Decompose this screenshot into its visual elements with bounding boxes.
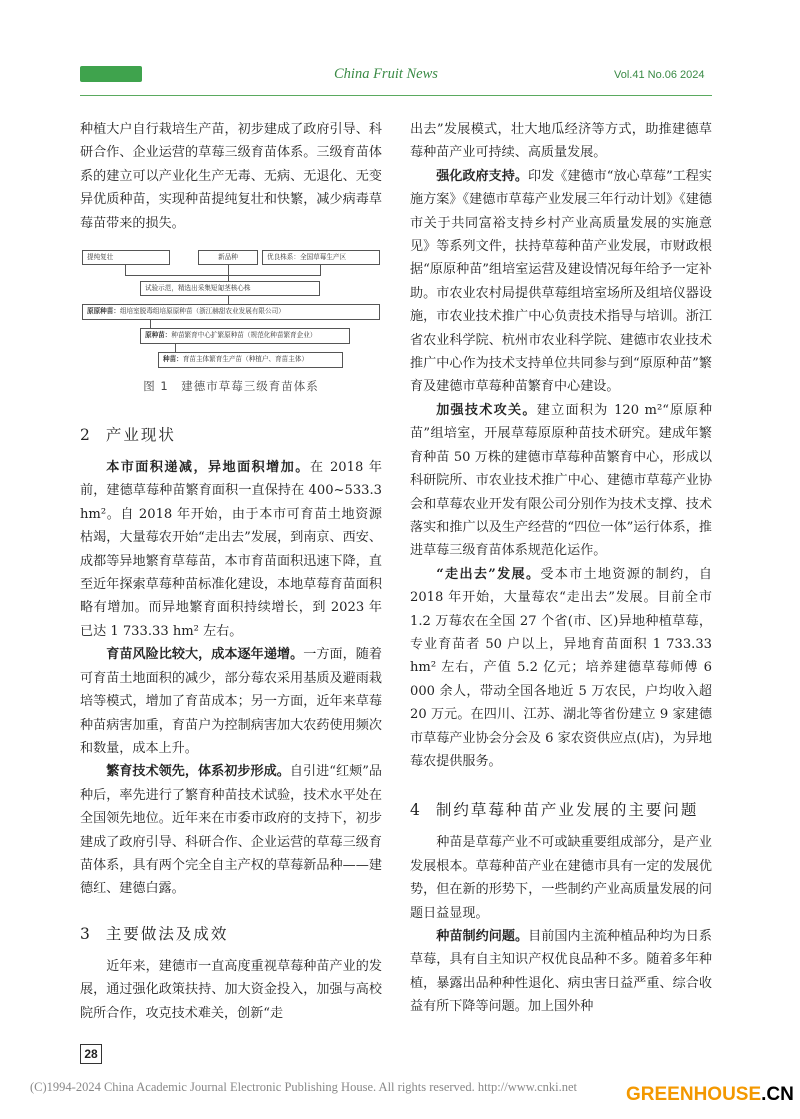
left-paragraph-0: 种植大户自行栽培生产苗，初步建成了政府引导、科研合作、企业运营的草莓三级育苗体系。三级育苗体系的建立可以产业化生产无毒、无病、无退化、无变异优质种苗，实现种苗提纯复壮和快繁，减少病毒草莓苗带来的损失。 xyxy=(80,122,382,231)
paragraph-body: 受本市土地资源的制约，自 2018 年开始，大量莓农“走出去”发展。目前全市 1.2 万莓农在全国 27 个省(市、区)异地种植草莓，专业育苗者 50 户以上，异地育苗面积 1 733.33 hm² 左右，产值 5.2 亿元；培养建德草莓师傅 6 000 余人，带动全国各地近 5 万农民，户均收入超 20 万元。在四川、江苏、湖北等省份建立 9 家建德市草莓产业协会分会及 6 家农资供应点(店)，为异地莓农提供服务。 xyxy=(410,566,712,769)
right-paragraph-2 xyxy=(410,399,712,563)
diagram-box-trial: 试验示范，精选出采集短匍茎核心株 xyxy=(140,281,320,296)
header-divider xyxy=(80,95,712,96)
paragraph-body: 目前国内主流种植品种均为日系草莓，具有自主知识产权优良品种不多。随着多年种植，暴露出品种种性退化、病虫害日益严重、综合收益有所下降等问题。加上国外种 xyxy=(410,929,713,1015)
paragraph-lead: 种苗制约问题。 xyxy=(436,929,529,944)
figure-1-diagram xyxy=(80,245,382,400)
right-paragraph-3 xyxy=(410,563,712,774)
diagram-connector xyxy=(228,265,229,275)
paragraph-lead: 本市面积递减，异地面积增加。 xyxy=(106,460,310,476)
diagram-text-stock: 种苗繁育中心扩繁原种苗（规范化种苗繁育企业） xyxy=(171,331,317,340)
paragraph-lead: “走出去”发展。 xyxy=(436,566,541,582)
section-title: 产业现状 xyxy=(105,426,176,445)
section-4-heading xyxy=(410,799,712,821)
header-color-tab xyxy=(80,66,142,82)
logo-text-suffix: .CN xyxy=(761,1084,794,1105)
left-paragraph-1 xyxy=(80,456,382,643)
diagram-connector xyxy=(228,296,229,304)
diagram-box-stock-seedling xyxy=(140,328,350,344)
greenhouse-watermark-logo xyxy=(626,1083,794,1107)
section-number: 3 xyxy=(80,924,92,943)
copyright-notice: (C)1994-2024 China Academic Journal Electronic Publishing House. All rights reserved. http://www.cnki.net xyxy=(30,1080,578,1094)
diagram-text-original: 组培室脱毒组培原原种苗（浙江赫甜农业发展有限公司） xyxy=(119,307,285,316)
diagram-connector xyxy=(150,320,151,328)
diagram-connector xyxy=(125,275,321,276)
right-paragraph-5 xyxy=(410,925,712,1019)
paragraph-body: 印发《建德市“放心草莓”工程实施方案》《建德市草莓产业发展三年行动计划》《建德市关于共同富裕支持乡村产业高质量发展的实施意见》等系列文件，扶持草莓种苗产业发展，市财政根据“原原种苗”组培室运营及建设情况每年给予一定补助。市农业农村局提供草莓组培室场所及组培仪器设施，市农业技术推广中心负责技术指导与培训。浙江省农业科学院、杭州市农业科学院、建德市农业技术推广中心作为技术支持单位共同参与到“原原种苗”繁育及建德市草莓种苗繁育中心建设。 xyxy=(410,168,713,395)
logo-text-main: GREENHOUSE xyxy=(626,1084,762,1105)
paragraph-body: 一方面，随着可育苗土地面积的减少，部分莓农采用基质及避雨栽培等模式，增加了育苗成本；另一方面，近年来草莓种苗病害加重，育苗户为控制病害加大农药使用频次和数量，成本上升。 xyxy=(80,647,383,756)
left-paragraph-4: 近年来，建德市一直高度重视草莓种苗产业的发展，通过强化政策扶持、加大资金投入，加强与高校院所合作，攻克技术难关，创新“走 xyxy=(80,958,382,1021)
diagram-label-stock: 原种苗： xyxy=(145,331,172,340)
section-title: 制约草莓种苗产业发展的主要问题 xyxy=(435,801,699,820)
paragraph-lead: 强化政府支持。 xyxy=(436,168,529,184)
diagram-box-fine-lines: 优良株系：全国草莓生产区 xyxy=(262,250,380,265)
left-column xyxy=(80,118,382,1025)
diagram-box-new-variety: 新品种 xyxy=(198,250,258,265)
diagram-text-production: 育苗主体繁育生产苗（种植户、育苗主体） xyxy=(182,355,309,364)
section-number: 4 xyxy=(410,801,422,820)
right-paragraph-4: 种苗是草莓产业不可或缺重要组成部分，是产业发展根本。草莓种苗产业在建德市具有一定的发展优势，但在新的形势下，一些制约产业高质量发展的问题日益显现。 xyxy=(410,835,712,921)
left-paragraph-2 xyxy=(80,643,382,760)
section-title: 主要做法及成效 xyxy=(105,924,229,943)
diagram-connector xyxy=(125,265,126,275)
right-paragraph-1 xyxy=(410,165,712,399)
diagram-label-production: 种苗： xyxy=(163,355,183,364)
left-paragraph-3 xyxy=(80,760,382,900)
diagram-box-original-seedling xyxy=(82,304,380,320)
diagram-label-original: 原原种苗： xyxy=(87,307,120,316)
paragraph-body: 自引进“红颊”品种后，率先进行了繁育种苗技术试验，技术水平处在全国领先地位。近年来在市委市政府的支持下，初步建成了政府引导、科研合作、企业运营的草莓三级育苗体系，具有两个完全自主产权的草莓新品种——建德红、建德白露。 xyxy=(80,764,383,897)
section-3-heading xyxy=(80,923,382,945)
diagram-box-purify: 提纯复壮 xyxy=(82,250,170,265)
paragraph-body: 在 2018 年前，建德草莓种苗繁育面积一直保持在 400~533.3 hm²。自 2018 年开始，由于本市可育苗土地资源枯竭，大量莓农开始“走出去”发展，到南京、西安、成都等异地繁育草莓苗，本市育苗面积迅速下降，直至近年探索草莓种苗标准化建设，本地草莓育苗面积略有增加。而异地繁育面积持续增长，到 2023 年已达 1 733.33 hm² 左右。 xyxy=(80,460,382,639)
magazine-title: China Fruit News xyxy=(334,66,438,82)
volume-issue: Vol.41 No.06 2024 xyxy=(614,69,705,81)
paragraph-lead: 繁育技术领先，体系初步形成。 xyxy=(106,764,290,780)
diagram-box-production-seedling xyxy=(158,352,343,368)
diagram-connector xyxy=(175,344,176,352)
section-number: 2 xyxy=(80,426,92,445)
right-column xyxy=(410,118,712,1019)
diagram-connector xyxy=(320,265,321,275)
page-number: 28 xyxy=(80,1044,102,1064)
paragraph-lead: 育苗风险比较大，成本逐年递增。 xyxy=(106,647,304,663)
right-paragraph-0: 出去”发展模式，壮大地瓜经济等方式，助推建德草莓种苗产业可持续、高质量发展。 xyxy=(410,122,712,161)
figure-caption: 图 1 建德市草莓三级育苗体系 xyxy=(143,379,319,394)
paragraph-lead: 加强技术攻关。 xyxy=(436,402,537,418)
paragraph-body: 建立面积为 120 m²“原原种苗”组培室，开展草莓原原种苗技术研究。建成年繁育种苗 50 万株的建德市草莓种苗繁育中心，形成以科研院所、市农业技术推广中心、建德市草莓产业协会和草莓农业开发有限公司分别作为技术支撑、技术落实和推广以及生产经营的“四位一体”运行体系，推进草莓三级育苗体系规范化运作。 xyxy=(410,402,712,559)
section-2-heading xyxy=(80,424,382,446)
